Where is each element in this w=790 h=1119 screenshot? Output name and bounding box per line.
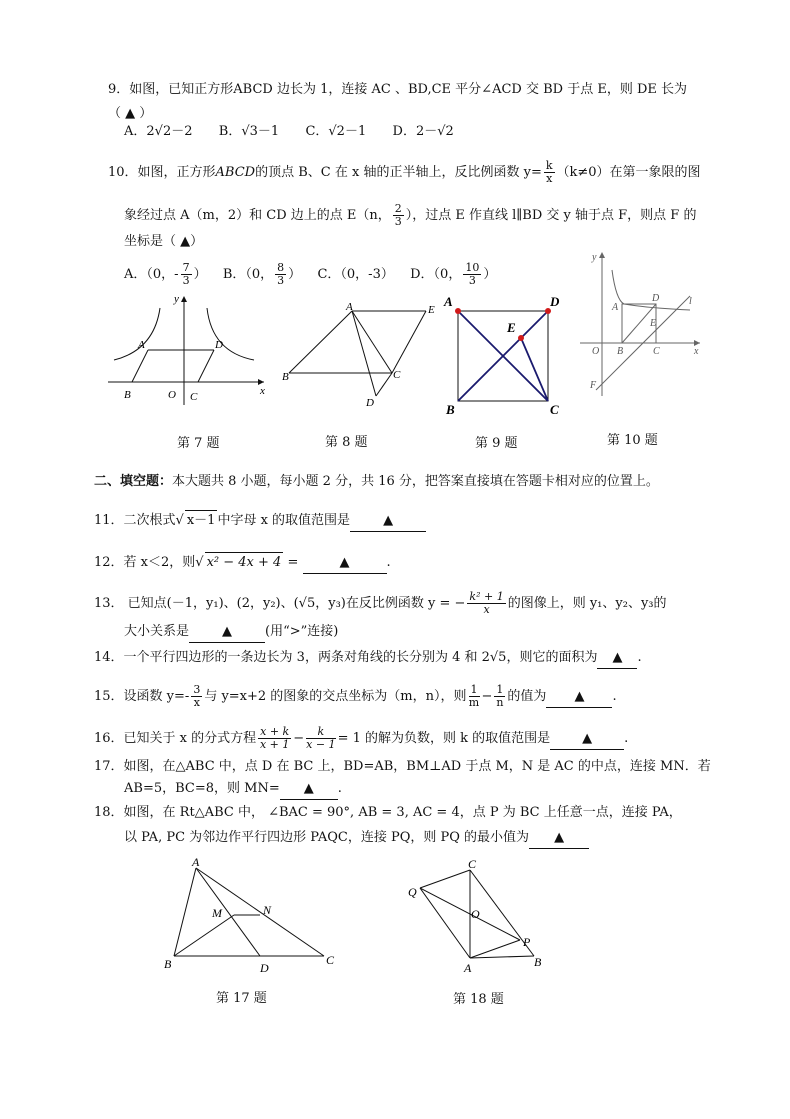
section2-title: 二、填空题： [94,474,173,489]
fig18-qc [420,870,470,888]
fig8-ac [352,311,392,373]
fig8-ec [392,311,426,373]
figure-10 [578,248,704,398]
fig17-label-d: D [260,961,269,975]
q13-line1 [94,591,667,616]
q10-option-b: B．（0， [222,267,274,282]
fig17-label-a: A [192,856,200,869]
q18-line2 [124,828,589,849]
q13-line2 [124,622,338,643]
q10-text-2b: ），过点 E 作直线 l∥BD 交 y 轴于点 F，则点 F 的 [405,208,697,223]
fig18-label-a: A [464,961,472,974]
q16-text-b: = 1 的解为负数，则 k 的取值范围是 [337,731,551,746]
q11-text-b: 中字母 x 的取值范围是 [217,513,351,528]
caption-fig17: 第 17 题 [216,991,267,1006]
fig17-label-c: C [326,953,335,967]
fig8-ab [289,311,352,373]
fig9-label-d: D [550,294,560,309]
fig7-label-b: B [124,389,131,401]
fig18-label-c: C [468,858,477,871]
q18-answer-blank: ▲ [529,828,589,849]
fig7-y-arrow [181,296,187,302]
fig8-label-e: E [428,304,435,316]
q12-answer-blank: ▲ [303,553,387,574]
q16-answer-blank: ▲ [550,729,624,750]
fig10-label-c: C [653,346,660,357]
fig10-label-d: D [652,293,660,304]
q15-text-c: 的值为 [507,689,547,704]
q12-text-b: = [287,555,299,570]
section2-heading [94,472,659,492]
q13-frac: $\frac{\text{k² + 1}}{x}$ [469,590,504,616]
caption-fig18: 第 18 题 [453,992,504,1007]
fig9-ce [521,338,548,401]
fig10-label-e: E [650,318,657,329]
fig9-label-b: B [446,402,455,417]
q11-answer-blank: ▲ [350,511,426,532]
q12-end: . [386,555,391,570]
fig8-label-c: C [393,369,401,381]
caption-fig8: 第 8 题 [325,435,368,450]
fig18-label-p: P [523,935,531,949]
figure-7 [104,290,274,410]
q18-line1: 18．如图，在 Rt△ABC 中， ∠BAC = 90°, AB = 3, AC = 4，点 P 为 BC 上任意一点，连接 PA， [94,805,682,820]
q12-radicand: x² − 4x + 4 [205,552,284,573]
q12-text-a: 12．若 x＜2，则 [94,555,196,570]
q9-line2: （ ▲ ） [108,106,153,121]
q9-option-a: A．2√2－2 [124,124,193,139]
q11-text-a: 11．二次根式 [94,513,176,528]
q11-radicand: x－1 [185,510,218,531]
fig10-label-a: A [612,302,619,313]
fig10-label-o: O [592,346,600,357]
fig9-point-a [455,308,461,314]
fig7-label-y: y [174,293,179,305]
q15-frac-3x: $\frac{3}{x}$ [193,683,201,709]
q10-option-c: C．（0，-3） [317,267,394,282]
q15-frac-1m: $\frac{1}{m}$ [468,683,480,709]
q11: 11．二次根式√ x－1 中字母 x 的取值范围是 ▲ [94,510,426,532]
fig10-label-f: F [590,380,597,391]
fig17-label-m: M [212,906,222,920]
q16-text-a: 16．已知关于 x 的分式方程 [94,731,257,746]
q17-line1: 17．如图，在△ABC 中，点 D 在 BC 上，BD=AB，BM⊥AD 于点 M，N 是 AC 的中点，连接 MN．若 [94,759,711,774]
q14 [94,648,642,669]
q10-options: A．（0，- $\frac{7}{3}$ ） B．（0， $\frac{8}{3}$ ） C．（0，-3） D．（0， $\frac{10}{3}$ ） [124,261,497,287]
fig17-ad [196,868,260,956]
fig9-point-e [518,335,524,341]
fig7-label-x: x [260,385,265,397]
q13-text-2a: 大小关系是 [124,624,190,639]
q10-line1 [108,160,701,185]
q16-frac-1: $\frac{x + k}{x + 1}$ [259,725,290,751]
caption-fig7: 第 7 题 [177,436,220,451]
q15-frac-1n: $\frac{1}{n}$ [496,683,504,709]
q10-text-c: 的顶点 B、C 在 x 轴的正半轴上，反比例函数 y= [255,165,542,180]
fig7-label-a: A [138,339,145,351]
fig9-label-e: E [507,320,516,335]
fig8-label-d: D [366,397,374,409]
fig7-ab [132,350,148,382]
figure-17 [160,856,340,976]
fig18-ab [470,956,534,958]
fig7-dc [198,350,214,382]
figure-9 [440,290,570,420]
figure-8 [280,298,445,413]
q10-text-2a: 象经过点 A（m，2）和 CD 边上的点 E（n， [124,208,391,223]
q13-text-2b: (用“>”连接) [265,624,339,639]
fig7-label-c: C [190,391,198,403]
fig8-ad [352,311,376,396]
fig18-label-b: B [534,955,542,969]
fig18-label-o: O [471,907,480,921]
q10-e-frac: $\frac{2}{3}$ [394,202,402,228]
q15-text-b: 与 y=x+2 的图象的交点坐标为（m，n），则 [204,689,467,704]
fig18-ap [470,940,520,958]
q18-text: 以 PA, PC 为邻边作平行四边形 PAQC，连接 PQ，则 PQ 的最小值为 [124,830,530,845]
q14-end: . [637,650,642,665]
caption-fig9: 第 9 题 [475,436,518,451]
q13-text-b: 的图像上，则 y₁、y₂、y₃的 [507,596,667,611]
q13-text-a: 13． 已知点(－1，y₁)、(2，y₂)、(√5，y₃)在反比例函数 y = − [94,596,466,611]
q15: 15．设函数 y=- $\frac{3}{x}$ 与 y=x+2 的图象的交点坐标为（m，n），则 $\frac{1}{m}$ − $\frac{1}{n}$ 的值为 ▲ . [94,683,617,709]
q10-text-d: （k≠0）在第一象限的图 [556,165,701,180]
q15-answer-blank: ▲ [546,687,612,708]
q15-text-a: 15．设函数 y=- [94,689,190,704]
q9-options [124,122,454,142]
q16-frac-2: $\frac{k}{x - 1}$ [306,725,336,751]
q17-text-2a: AB=5，BC=8，则 MN= [124,781,280,796]
q9-option-c: C．√2－1 [305,124,367,139]
fig10-label-x: x [694,346,699,357]
fig10-label-y: y [592,252,597,263]
fig17-label-b: B [164,957,172,971]
fig8-label-b: B [282,371,289,383]
q10-text-a: 10．如图，正方形 [108,165,216,180]
fig18-label-q: Q [408,885,417,899]
q17-line2: AB=5，BC=8，则 MN= ▲ . [124,779,342,800]
q10-option-d: D．（0， [410,267,462,282]
q10-text-abcd: ABCD [215,165,256,180]
q14-text: 14．一个平行四边形的一条边长为 3，两条对角线的长分别为 4 和 2√5，则它的面积为 [94,650,598,665]
fig8-label-a: A [346,301,353,313]
fig8-dc [376,373,392,396]
caption-fig10: 第 10 题 [607,433,658,448]
q10-line3: 坐标是（ ▲） [124,234,204,249]
q9-option-d: D．2－√2 [392,124,454,139]
q16: 16．已知关于 x 的分式方程 $\frac{x + k}{x + 1}$ − $\frac{k}{x - 1}$ = 1 的解为负数，则 k 的取值范围是 ▲ . [94,725,629,751]
fig10-label-b: B [617,346,624,357]
fig17-label-n: N [263,903,272,917]
fig9-label-c: C [550,402,559,417]
fig10-label-l: l [689,296,692,307]
q17-answer-blank: ▲ [280,779,338,800]
fig9-label-a: A [444,294,453,309]
q12: 12．若 x＜2，则√ x² − 4x + 4 = ▲ . [94,552,391,574]
fig10-y-arrow [599,252,605,258]
q10-line2 [124,203,696,228]
fig7-label-d: D [215,339,223,351]
section2-desc: 本大题共 8 小题，每小题 2 分，共 16 分，把答案直接填在答题卡相对应的位置上。 [172,474,659,489]
q13-answer-blank: ▲ [189,622,265,643]
q9-option-b: B．√3－1 [218,124,280,139]
q14-answer-blank: ▲ [597,648,637,669]
figure-18 [404,858,554,974]
q10-k-frac: $\frac{k}{x}$ [545,159,553,185]
q10-option-a: A．（0，- [124,267,179,282]
fig7-curve-left [114,308,160,360]
fig7-curve-right [207,308,254,360]
q9-line1: 9．如图，已知正方形ABCD 边长为 1，连接 AC 、BD,CE 平分∠ACD 交 BD 于点 E，则 DE 长为 [108,82,687,97]
fig7-label-o: O [168,389,176,401]
fig18-qa [420,888,470,958]
